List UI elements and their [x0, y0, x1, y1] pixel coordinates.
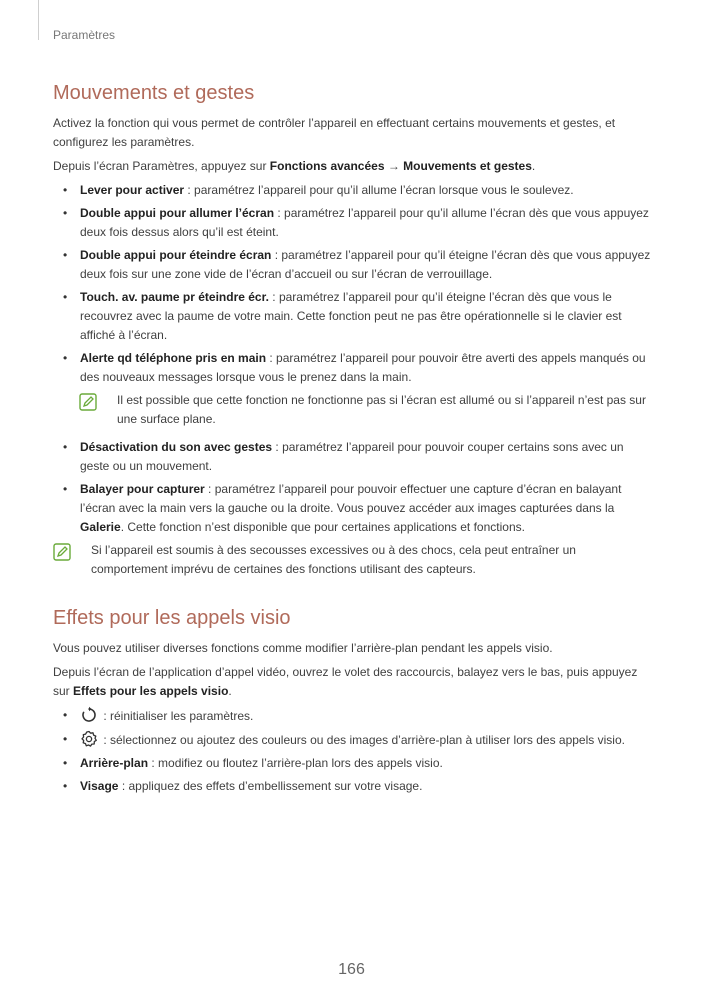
page-content: [53, 80, 651, 800]
navigation-path: [53, 663, 651, 701]
section-intro: Vous pouvez utiliser diverses fonctions comme modifier l’arrière-plan pendant les appels visio.: [53, 641, 553, 655]
note: [53, 541, 651, 579]
section-title-motions: Mouvements et gestes: [53, 82, 255, 104]
item-term: Désactivation du son avec gestes: [80, 440, 273, 454]
list-item: [53, 730, 651, 750]
item-term: Arrière-plan: [80, 756, 149, 770]
item-desc: : paramétrez l’appareil pour qu’il éteigne l’écran dès que vous appuyez deux fois sur une zone vide de l’écran d’accueil ou sur l’écran de verrouillage.: [80, 248, 651, 281]
item-desc: : paramétrez l’appareil pour qu’il éteigne l’écran dès que vous le recouvrez avec la paume de votre main. Cette fonction peut ne pas être opérationnelle si le clavier est affiché à l’écran.: [80, 290, 622, 342]
item-desc: : sélectionnez ou ajoutez des couleurs ou des images d’arrière-plan à utiliser lors des appels visio.: [100, 733, 625, 747]
page-number: 166: [338, 961, 365, 978]
path-item: Fonctions avancées: [269, 159, 385, 173]
motions-list-continued: [53, 438, 651, 537]
path-end: .: [228, 684, 232, 698]
list-item: [53, 777, 651, 796]
note-text: Il est possible que cette fonction ne fonctionne pas si l’écran est allumé ou si l’appareil n’est pas sur une surface plane.: [117, 393, 646, 426]
item-term: Double appui pour allumer l’écran: [80, 206, 275, 220]
item-desc: : paramétrez l’appareil pour pouvoir être averti des appels manqués ou des nouveaux messages lorsque vous le prenez dans la main.: [80, 351, 646, 384]
list-item: [53, 246, 651, 284]
path-item: Mouvements et gestes: [403, 159, 532, 173]
gallery-term: Galerie: [80, 520, 121, 534]
list-item: [53, 480, 651, 537]
path-arrow: →: [384, 159, 404, 173]
list-item: [53, 204, 651, 242]
item-desc: : modifiez ou floutez l’arrière-plan lors des appels visio.: [148, 756, 443, 770]
list-item: [53, 288, 651, 345]
list-item: [53, 349, 651, 387]
note-icon: [53, 543, 71, 561]
item-desc: : appliquez des effets d’embellissement sur votre visage.: [118, 779, 423, 793]
item-desc: . Cette fonction n’est disponible que pour certaines applications et fonctions.: [120, 520, 525, 534]
reset-icon: [80, 706, 98, 724]
item-term: Lever pour activer: [80, 183, 185, 197]
list-item: [53, 438, 651, 476]
motions-list: [53, 181, 651, 387]
video-effects-list: [53, 706, 651, 796]
section-intro: Activez la fonction qui vous permet de contrôler l’appareil en effectuant certains mouvements et gestes, et configurez les paramètres.: [53, 116, 616, 149]
path-prefix: Depuis l’écran Paramètres, appuyez sur: [53, 159, 270, 173]
list-item: [53, 754, 651, 773]
list-item: [53, 181, 651, 200]
item-term: Balayer pour capturer: [80, 482, 205, 496]
item-term: Touch. av. paume pr éteindre écr.: [80, 290, 269, 304]
note-icon: [79, 393, 97, 411]
path-prefix: Depuis l’écran de l’application d’appel vidéo, ouvrez le volet des raccourcis, balayez vers le bas, puis appuyez sur: [53, 665, 638, 698]
path-end: .: [531, 159, 536, 173]
item-desc: : paramétrez l’appareil pour pouvoir effectuer une capture d’écran en balayant l’écran avec la main vers la gauche ou la droite. Vous pouvez accéder aux images capturées dans la: [80, 482, 622, 515]
item-desc: : paramétrez l’appareil pour qu’il allume l’écran lorsque vous le soulevez.: [184, 183, 574, 197]
path-item: Effets pour les appels visio: [73, 684, 229, 698]
item-desc: : paramétrez l’appareil pour qu’il allume l’écran dès que vous appuyez deux fois dessus alors qu’il est éteint.: [80, 206, 649, 239]
header-section-label: Paramètres: [53, 28, 116, 42]
settings-gear-icon: [80, 730, 98, 748]
item-desc: : paramétrez l’appareil pour pouvoir couper certains sons avec un geste ou un mouvement.: [80, 440, 624, 473]
item-term: Double appui pour éteindre écran: [80, 248, 272, 262]
section-title-video-effects: Effets pour les appels visio: [53, 607, 291, 629]
list-item: [53, 706, 651, 726]
item-term: Alerte qd téléphone pris en main: [80, 351, 267, 365]
navigation-path: [53, 157, 651, 176]
header-divider: [38, 0, 39, 40]
note-text: Si l’appareil est soumis à des secousses excessives ou à des chocs, cela peut entraîner un comportement imprévu de certaines des fonctions utilisant des capteurs.: [91, 543, 576, 576]
item-desc: : réinitialiser les paramètres.: [100, 709, 254, 723]
note-nested: [79, 391, 651, 429]
item-term: Visage: [80, 779, 119, 793]
